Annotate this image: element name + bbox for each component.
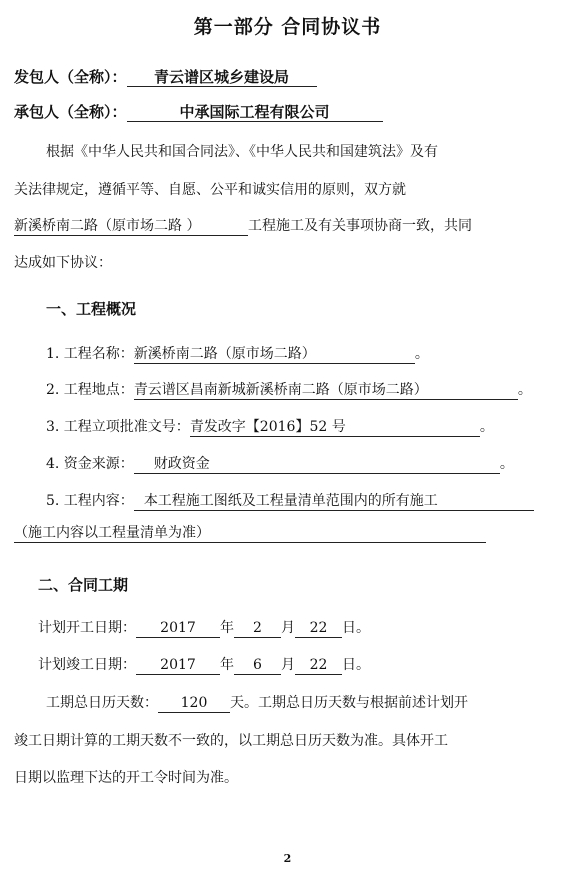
start-month: 2 (234, 620, 281, 638)
item-value: 青发改字【2016】52 号 (190, 419, 480, 437)
fund-source-item (46, 453, 514, 474)
page-number: 2 (283, 852, 292, 865)
start-day: 22 (295, 620, 342, 638)
preamble-line-4: 达成如下协议： (14, 255, 112, 271)
item-label: 1. 工程名称： (46, 346, 134, 362)
item-value: 本工程施工图纸及工程量清单范围内的所有施工 (134, 493, 534, 511)
start-label: 计划开工日期： (38, 620, 136, 636)
project-content-item (46, 490, 534, 511)
project-name: 新溪桥南二路（原市场二路 ） (14, 218, 248, 236)
item-value: 财政资金 (134, 456, 500, 474)
item-value: 新溪桥南二路（原市场二路） (134, 346, 415, 364)
item-value: 青云谱区昌南新城新溪桥南二路（原市场二路） (134, 382, 518, 400)
contractor-label: 承包人（全称）： (14, 103, 127, 121)
item-label: 4. 资金来源： (46, 456, 134, 472)
section-2-heading: 二、合同工期 (38, 576, 129, 594)
day-char: 日。 (342, 657, 370, 673)
item-label: 2. 工程地点： (46, 382, 134, 398)
end-date-line (38, 654, 370, 675)
employer-name: 青云谱区城乡建设局 (127, 69, 317, 87)
item-period: 。 (414, 346, 429, 362)
project-location-item (46, 379, 532, 400)
page-title: 第一部分 合同协议书 (193, 16, 382, 38)
end-month: 6 (234, 657, 281, 675)
section-1-heading: 一、工程概况 (46, 300, 137, 318)
preamble-line-3 (14, 215, 472, 236)
item-period: 。 (499, 456, 514, 472)
end-year: 2017 (136, 657, 220, 675)
duration-value: 120 (158, 695, 230, 713)
preamble-line-3-rest: 工程施工及有关事项协商一致，共同 (248, 218, 472, 234)
project-approval-item (46, 416, 494, 437)
start-year: 2017 (136, 620, 220, 638)
item-label: 5. 工程内容： (46, 493, 134, 509)
year-char: 年 (220, 620, 234, 636)
day-char: 日。 (342, 620, 370, 636)
duration-line-1 (46, 692, 468, 713)
employer-label: 发包人（全称）： (14, 68, 127, 86)
contractor-name: 中承国际工程有限公司 (127, 104, 383, 122)
duration-line-2: 竣工日期计算的工期天数不一致的，以工期总日历天数为准。具体开工 (14, 733, 448, 749)
preamble-line-2: 关法律规定，遵循平等、自愿、公平和诚实信用的原则，双方就 (14, 182, 406, 198)
duration-rest: 天。工期总日历天数与根据前述计划开 (230, 695, 468, 711)
item-value-cont: （施工内容以工程量清单为准） (14, 525, 486, 543)
end-label: 计划竣工日期： (38, 657, 136, 673)
project-content-continued (14, 525, 486, 543)
item-period: 。 (479, 419, 494, 435)
year-char: 年 (220, 657, 234, 673)
employer-line (14, 66, 317, 87)
contractor-line (14, 101, 383, 122)
end-day: 22 (295, 657, 342, 675)
preamble-line-1: 根据《中华人民共和国合同法》、《中华人民共和国建筑法》及有 (46, 144, 438, 160)
start-date-line (38, 617, 370, 638)
item-period: 。 (517, 382, 532, 398)
project-name-item (46, 343, 429, 364)
item-label: 3. 工程立项批准文号： (46, 419, 190, 435)
month-char: 月 (281, 620, 295, 636)
month-char: 月 (281, 657, 295, 673)
duration-line-3: 日期以监理下达的开工令时间为准。 (14, 770, 238, 786)
duration-label: 工期总日历天数： (46, 695, 158, 711)
